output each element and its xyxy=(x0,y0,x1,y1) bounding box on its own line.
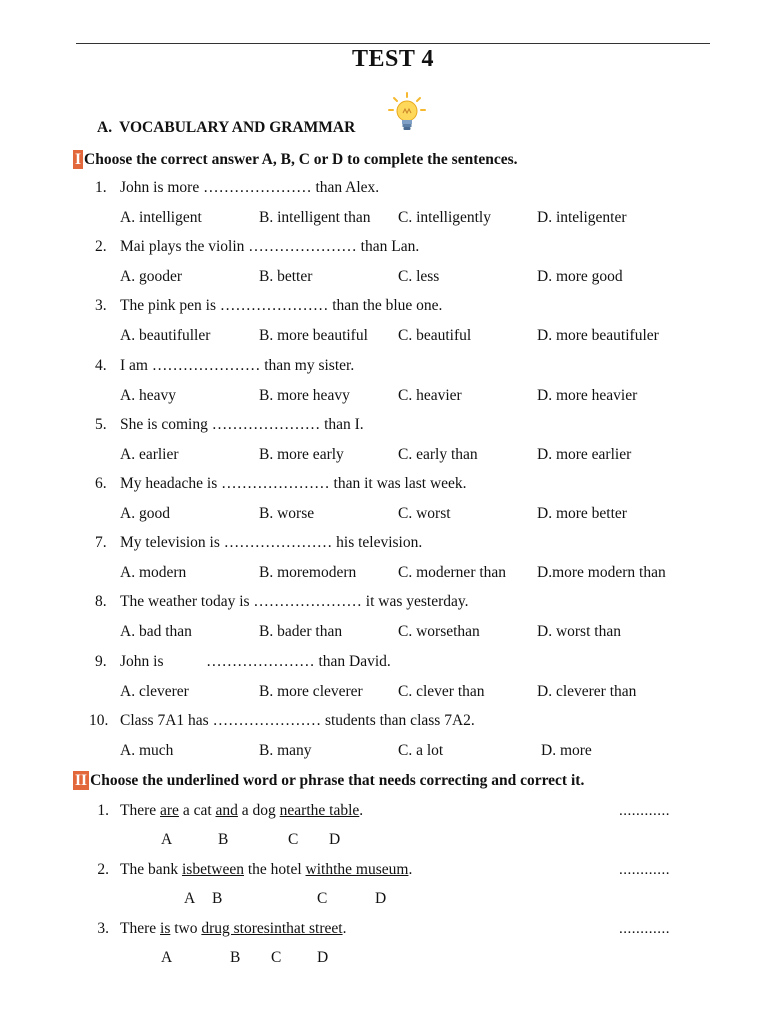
part-2-instruction xyxy=(73,771,584,790)
error-q3-answer-blank[interactable]: ............ xyxy=(619,921,670,937)
part-1-badge: I xyxy=(75,151,82,168)
error-q1-number: 1. xyxy=(97,802,109,819)
error-q1-label-d: D xyxy=(329,831,341,848)
answer-option-b[interactable]: B. many xyxy=(259,741,312,759)
answer-option-c[interactable]: C. worsethan xyxy=(398,623,480,641)
error-q2-label-d: D xyxy=(375,890,387,907)
top-rule xyxy=(76,43,710,44)
question-number: 7. xyxy=(95,534,107,552)
error-q1-label-a: A xyxy=(161,831,173,848)
question-number: 3. xyxy=(95,297,107,315)
question-stem: John is ………………… than David. xyxy=(120,652,391,670)
answer-option-d[interactable]: D. more heavier xyxy=(537,386,638,404)
answer-option-c[interactable]: C. heavier xyxy=(398,386,462,404)
q2-text-1: The bank xyxy=(120,861,182,878)
question-stem: John is more ………………… than Alex. xyxy=(120,179,380,196)
answer-option-a[interactable]: A. modern xyxy=(120,564,187,582)
error-q2-sentence xyxy=(120,861,412,879)
error-q1-label-b: B xyxy=(218,831,229,848)
q3-text-2: two xyxy=(170,920,202,937)
page-title: TEST 4 xyxy=(352,46,434,72)
error-q1-label-c: C xyxy=(288,831,299,848)
answer-option-b[interactable]: B. more heavy xyxy=(259,386,350,404)
q3-underlined-bcd: drug storesinthat street xyxy=(201,920,343,937)
answer-option-c[interactable]: C. worst xyxy=(398,505,451,522)
question-number: 5. xyxy=(95,415,107,433)
answer-option-d[interactable]: D. cleverer than xyxy=(537,682,637,700)
answer-option-b[interactable]: B. moremodern xyxy=(259,564,357,582)
answer-option-d[interactable]: D. inteligenter xyxy=(537,209,627,226)
q1-text-4: . xyxy=(359,802,364,819)
answer-option-a[interactable]: A. good xyxy=(120,505,170,522)
q3-underlined-a: is xyxy=(160,920,171,937)
error-q1-sentence xyxy=(120,802,363,820)
q2-text-3: . xyxy=(408,861,413,878)
answer-option-d[interactable]: D. worst than xyxy=(537,623,621,641)
answer-option-b[interactable]: B. more early xyxy=(259,445,344,463)
answer-option-d[interactable]: D. more good xyxy=(537,268,623,286)
question-stem: The weather today is ………………… it was yesterday. xyxy=(120,593,469,611)
part-2-text: Choose the underlined word or phrase that needs correcting and correct it. xyxy=(90,772,585,789)
answer-option-b[interactable]: B. bader than xyxy=(259,623,343,641)
answer-option-d[interactable]: D. more better xyxy=(537,505,627,522)
error-q3-label-b: B xyxy=(230,949,241,966)
error-q3-label-d: D xyxy=(317,949,329,966)
error-q3-sentence xyxy=(120,920,346,938)
answer-option-c[interactable]: C. clever than xyxy=(398,682,485,700)
question-number: 6. xyxy=(95,475,107,492)
error-q3-label-a: A xyxy=(161,949,173,966)
question-stem: My headache is ………………… than it was last week. xyxy=(120,475,467,492)
q2-underlined-cd: withthe museum xyxy=(305,861,409,878)
error-q1-answer-blank[interactable]: ............ xyxy=(619,803,670,819)
question-stem: My television is ………………… his television. xyxy=(120,534,423,552)
answer-option-b[interactable]: B. worse xyxy=(259,505,315,522)
answer-option-a[interactable]: A. cleverer xyxy=(120,682,189,700)
q1-underlined-b: and xyxy=(215,802,238,819)
error-q3-number: 3. xyxy=(97,920,109,937)
q1-text-2: a cat xyxy=(178,802,216,819)
part-2-badge: II xyxy=(75,772,88,789)
section-title: VOCABULARY AND GRAMMAR xyxy=(119,119,356,136)
question-number: 2. xyxy=(95,238,107,256)
error-q2-label-c: C xyxy=(317,890,328,907)
question-stem: She is coming ………………… than I. xyxy=(120,415,364,433)
question-stem: The pink pen is ………………… than the blue one. xyxy=(120,297,443,315)
answer-option-c[interactable]: C. early than xyxy=(398,445,478,463)
q1-underlined-a: are xyxy=(160,802,179,819)
part-1-text: Choose the correct answer A, B, C or D to complete the sentences. xyxy=(84,151,518,168)
answer-option-b[interactable]: B. better xyxy=(259,268,313,286)
answer-option-a[interactable]: A. bad than xyxy=(120,623,192,641)
q1-underlined-c: nearthe table xyxy=(279,802,360,819)
answer-option-a[interactable]: A. intelligent xyxy=(120,209,202,226)
part-1-instruction xyxy=(73,150,518,169)
section-a-heading xyxy=(97,119,355,137)
answer-option-a[interactable]: A. gooder xyxy=(120,268,182,286)
answer-option-a[interactable]: A. much xyxy=(120,741,174,759)
question-number: 4. xyxy=(95,356,107,374)
answer-option-d[interactable]: D.more modern than xyxy=(537,564,666,582)
question-number: 1. xyxy=(95,179,107,196)
answer-option-c[interactable]: C. beautiful xyxy=(398,327,472,345)
question-number: 9. xyxy=(95,652,107,670)
answer-option-d[interactable]: D. more beautifuler xyxy=(537,327,659,345)
answer-option-b[interactable]: B. more cleverer xyxy=(259,682,363,700)
error-q2-answer-blank[interactable]: ............ xyxy=(619,862,670,878)
answer-option-a[interactable]: A. beautifuller xyxy=(120,327,211,345)
answer-option-d[interactable]: D. more earlier xyxy=(537,445,632,463)
question-stem: Mai plays the violin ………………… than Lan. xyxy=(120,238,420,256)
q2-underlined-ab: isbetween xyxy=(181,861,244,878)
error-q2-label-a: A xyxy=(184,890,196,907)
q3-text-3: . xyxy=(342,920,347,937)
answer-option-d[interactable]: D. more xyxy=(541,741,592,759)
answer-option-a[interactable]: A. heavy xyxy=(120,386,176,404)
q1-text-1: There xyxy=(120,802,161,819)
lightbulb-icon xyxy=(388,92,426,136)
q3-text-1: There xyxy=(120,920,161,937)
answer-option-b[interactable]: B. more beautiful xyxy=(259,327,368,345)
error-q2-label-b: B xyxy=(212,890,223,907)
section-letter: A. xyxy=(97,119,113,136)
question-stem: Class 7A1 has ………………… students than class 7A2. xyxy=(120,711,475,729)
answer-option-b[interactable]: B. intelligent than xyxy=(259,209,371,226)
q1-text-3: a dog xyxy=(237,802,280,819)
answer-option-c[interactable]: C. moderner than xyxy=(398,564,507,582)
answer-option-c[interactable]: C. less xyxy=(398,268,440,286)
answer-option-a[interactable]: A. earlier xyxy=(120,445,179,463)
answer-option-c[interactable]: C. intelligently xyxy=(398,209,491,226)
error-q2-number: 2. xyxy=(97,861,109,878)
question-number: 10. xyxy=(89,711,109,729)
question-number: 8. xyxy=(95,593,107,611)
error-q3-label-c: C xyxy=(271,949,282,966)
q2-text-2: the hotel xyxy=(243,861,306,878)
answer-option-c[interactable]: C. a lot xyxy=(398,741,444,759)
question-stem: I am ………………… than my sister. xyxy=(120,356,355,374)
